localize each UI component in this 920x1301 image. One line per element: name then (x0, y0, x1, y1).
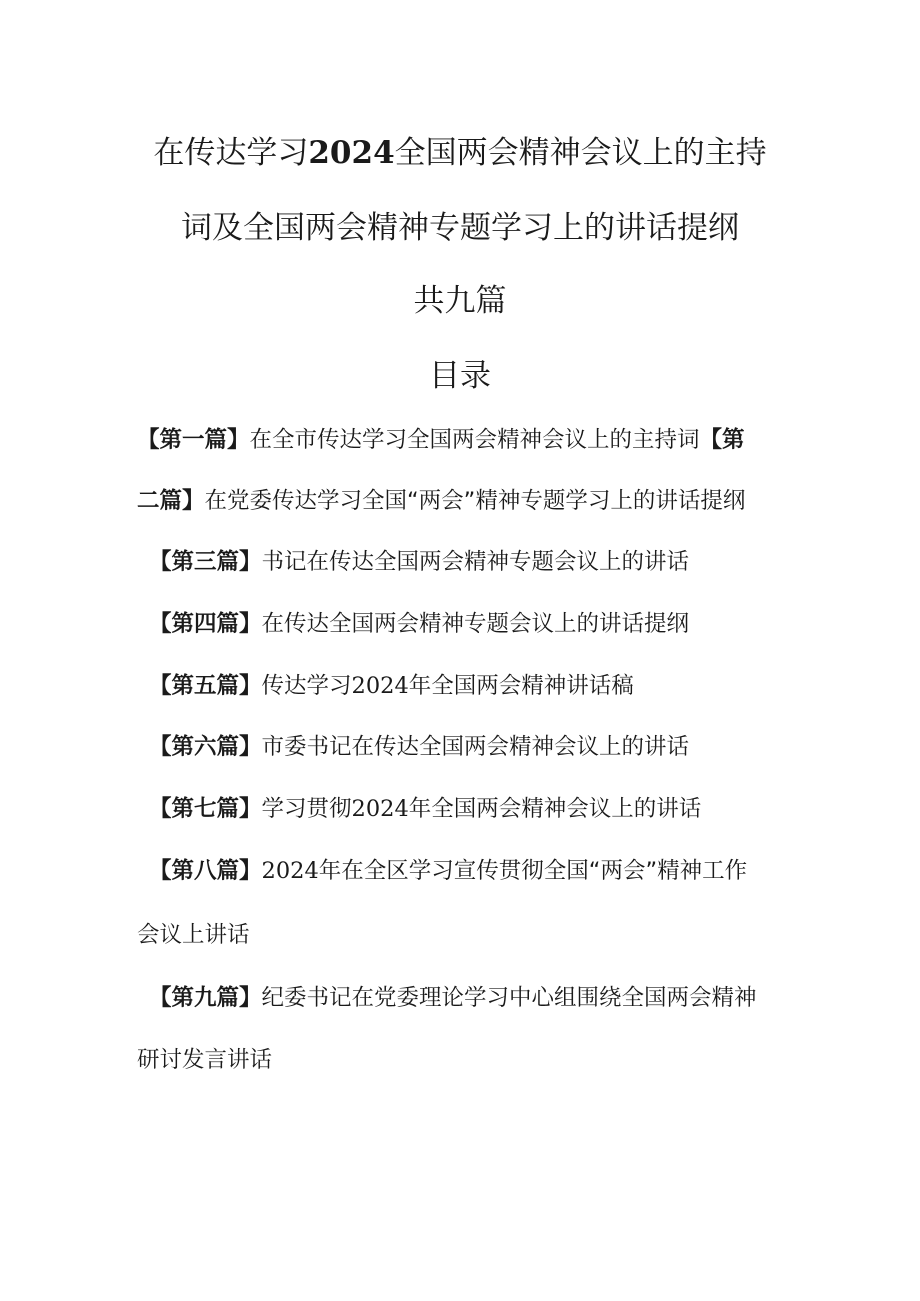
toc-item-5[interactable] (149, 671, 634, 701)
toc-item-text: 学习贯彻 (261, 796, 352, 822)
toc-item-text-post: 年在全区学习宣传贯彻全国“两会”精神工作 (318, 858, 748, 884)
toc-item-3[interactable] (149, 547, 689, 577)
toc-item-7[interactable] (149, 794, 701, 824)
toc-item-tag: 【第六篇】 (149, 734, 262, 760)
toc-item-year: 2024 (261, 858, 319, 884)
title-text-pre: 在传达学习 (153, 135, 309, 171)
toc-item-tag-continued: 【第 (699, 427, 745, 453)
toc-item-6[interactable] (149, 732, 689, 762)
toc-item-text: 在全市传达学习全国两会精神会议上的主持词 (249, 427, 700, 453)
toc-item-tag: 【第五篇】 (149, 673, 262, 699)
toc-item-8[interactable] (149, 856, 747, 886)
toc-item-year: 2024 (351, 673, 409, 699)
toc-item-tag: 【第四篇】 (149, 611, 262, 637)
toc-item-2[interactable] (137, 486, 745, 516)
toc-heading-text: 目录 (429, 358, 491, 394)
subtitle-count-text: 共九篇 (413, 283, 507, 319)
document-title-line-1 (0, 133, 920, 173)
toc-item-4[interactable] (149, 609, 689, 639)
title-year: 2024 (308, 135, 395, 171)
document-title-line-2 (0, 208, 920, 248)
title-text-post: 全国两会精神会议上的主持 (394, 135, 767, 171)
toc-item-tag: 二篇】 (137, 488, 205, 514)
toc-item-8-continued[interactable] (137, 920, 250, 950)
toc-item-9[interactable] (149, 983, 757, 1013)
document-subtitle-count (0, 281, 920, 321)
toc-heading (0, 356, 920, 396)
toc-item-tag: 【第八篇】 (149, 858, 262, 884)
toc-item-tag: 【第三篇】 (149, 549, 262, 575)
toc-item-text: 在党委传达学习全国“两会”精神专题学习上的讲话提纲 (204, 488, 746, 514)
toc-item-text: 传达学习 (261, 673, 352, 699)
toc-item-text: 市委书记在传达全国两会精神会议上的讲话 (261, 734, 690, 760)
toc-item-tag: 【第七篇】 (149, 796, 262, 822)
toc-item-text: 纪委书记在党委理论学习中心组围绕全国两会精神 (261, 985, 757, 1011)
toc-item-text-continued: 研讨发言讲话 (137, 1047, 273, 1073)
toc-item-text: 书记在传达全国两会精神专题会议上的讲话 (261, 549, 690, 575)
toc-item-1[interactable] (137, 425, 745, 455)
toc-item-tag: 【第九篇】 (149, 985, 262, 1011)
title-text-line-2: 词及全国两会精神专题学习上的讲话提纲 (181, 210, 739, 246)
toc-item-text: 在传达全国两会精神专题会议上的讲话提纲 (261, 611, 690, 637)
toc-item-text-continued: 会议上讲话 (137, 922, 250, 948)
toc-item-9-continued[interactable] (137, 1045, 272, 1075)
toc-item-tag: 【第一篇】 (137, 427, 250, 453)
toc-item-text-post: 年全国两会精神会议上的讲话 (408, 796, 702, 822)
toc-item-year: 2024 (351, 796, 409, 822)
toc-item-text-post: 年全国两会精神讲话稿 (408, 673, 634, 699)
